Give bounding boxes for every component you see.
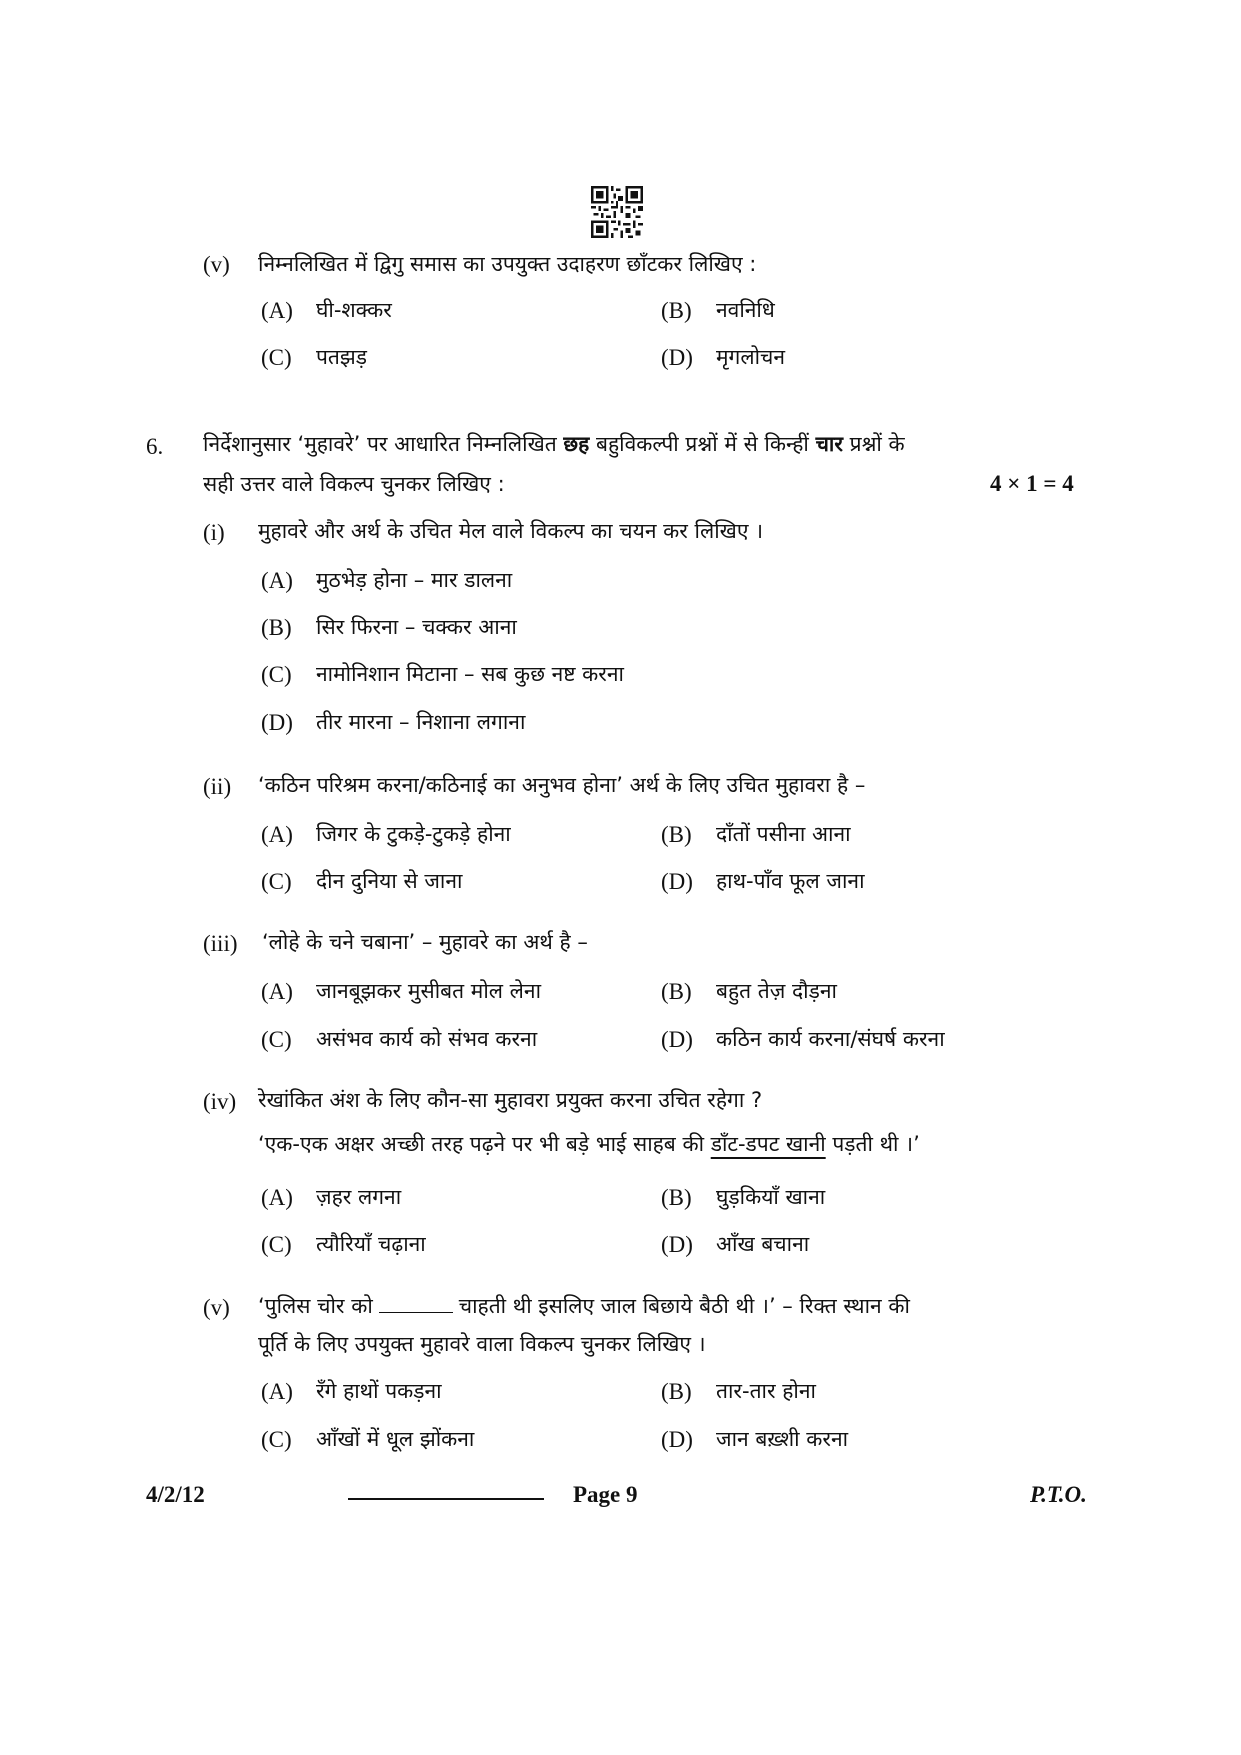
option-key: (C) [261,1027,292,1052]
option-key: (C) [261,1427,292,1452]
option-key: (B) [661,979,692,1004]
page-number: Page 9 [573,1482,638,1507]
qr-code-icon [591,186,643,238]
option-key: (A) [261,979,293,1004]
option-text: तीर मारना – निशाना लगाना [316,710,526,734]
sentence-text: ‘एक-एक अक्षर अच्छी तरह पढ़ने पर भी बड़े भाई साहब की [258,1132,705,1156]
sub-question-label: (ii) [203,774,232,799]
option-key: (B) [661,1185,692,1210]
sub-question-text: ‘कठिन परिश्रम करना/कठिनाई का अनुभव होना’ अर्थ के लिए उचित मुहावरा है – [258,773,866,797]
option-key: (D) [661,1027,693,1052]
option-text: ज़हर लगना [316,1185,402,1209]
sub-question-text: रेखांकित अंश के लिए कौन-सा मुहावरा प्रयुक्त करना उचित रहेगा ? [258,1088,763,1112]
option-key: (C) [261,869,292,894]
question-label: (v) [203,252,230,277]
sentence-text: पड़ती थी ।’ [832,1132,920,1156]
option-key: (A) [261,1185,293,1210]
sub-question-label: (iii) [203,931,238,956]
option-key: (D) [661,869,693,894]
option-key: (B) [661,298,692,323]
intro-bold-four: चार [815,432,843,456]
sub-question-label: (iv) [203,1089,237,1114]
sub-question-text-line2: पूर्ति के लिए उपयुक्त मुहावरे वाला विकल्प चुनकर लिखिए । [258,1332,706,1356]
option-text: नवनिधि [716,298,775,322]
option-text: जिगर के टुकड़े-टुकड़े होना [316,822,511,846]
sub-question-label: (i) [203,520,225,545]
intro-text: प्रश्नों के [849,432,905,456]
option-key: (D) [661,345,693,370]
option-key: (A) [261,568,293,593]
option-text: हाथ-पाँव फूल जाना [716,869,865,893]
sub-question-text [258,1292,910,1320]
option-text: दाँतों पसीना आना [716,822,851,846]
sub-question-text: ‘लोहे के चने चबाना’ – मुहावरे का अर्थ है – [262,930,588,954]
sentence-text: चाहती थी इसलिए जाल बिछाये बैठी थी ।’ – रिक्त स्थान की [458,1294,910,1318]
option-text: नामोनिशान मिटाना – सब कुछ नष्ट करना [316,662,624,686]
underlined-phrase: डाँट-डपट खानी [710,1132,826,1156]
option-text: घुड़कियाँ खाना [716,1185,826,1209]
option-key: (A) [261,822,293,847]
footer-divider [348,1498,544,1500]
question-intro [203,430,905,458]
option-text: घी-शक्कर [316,298,392,322]
option-key: (C) [261,662,292,687]
example-sentence [258,1130,920,1158]
option-text: असंभव कार्य को संभव करना [316,1027,538,1051]
sentence-text: ‘पुलिस चोर को [258,1294,373,1318]
intro-text: निर्देशानुसार ‘मुहावरे’ पर आधारित निम्नलिखित [203,432,557,456]
intro-text: बहुविकल्पी प्रश्नों में से किन्हीं [595,432,809,456]
option-text: रँगे हाथों पकड़ना [316,1379,442,1403]
option-key: (D) [661,1427,693,1452]
sub-question-label: (v) [203,1295,230,1320]
option-key: (C) [261,345,292,370]
option-text: मुठभेड़ होना – मार डालना [316,568,513,592]
option-text: आँख बचाना [716,1232,810,1256]
intro-bold-six: छह [563,432,590,456]
question-intro-line2: सही उत्तर वाले विकल्प चुनकर लिखिए : [203,472,505,496]
pto-label: P.T.O. [1030,1482,1087,1507]
option-text: आँखों में धूल झोंकना [316,1427,475,1451]
option-text: मृगलोचन [716,345,786,369]
option-text: कठिन कार्य करना/संघर्ष करना [716,1027,945,1051]
paper-code: 4/2/12 [146,1482,205,1507]
option-key: (D) [661,1232,693,1257]
option-key: (B) [661,822,692,847]
option-text: पतझड़ [316,345,368,369]
option-text: जानबूझकर मुसीबत मोल लेना [316,979,542,1003]
marks: 4 × 1 = 4 [990,471,1074,496]
option-text: बहुत तेज़ दौड़ना [716,979,837,1003]
option-text: सिर फिरना – चक्कर आना [316,615,517,639]
option-key: (A) [261,298,293,323]
option-key: (D) [261,710,293,735]
question-text: निम्नलिखित में द्विगु समास का उपयुक्त उदाहरण छाँटकर लिखिए : [258,252,757,276]
question-number: 6. [146,434,164,459]
option-text: जान बख़्शी करना [716,1427,849,1451]
option-text: त्यौरियाँ चढ़ाना [316,1232,426,1256]
option-key: (B) [661,1379,692,1404]
option-key: (A) [261,1379,293,1404]
option-key: (B) [261,615,292,640]
option-text: तार-तार होना [716,1379,816,1403]
fill-blank [379,1294,453,1313]
option-key: (C) [261,1232,292,1257]
option-text: दीन दुनिया से जाना [316,869,463,893]
sub-question-text: मुहावरे और अर्थ के उचित मेल वाले विकल्प का चयन कर लिखिए । [258,519,764,543]
